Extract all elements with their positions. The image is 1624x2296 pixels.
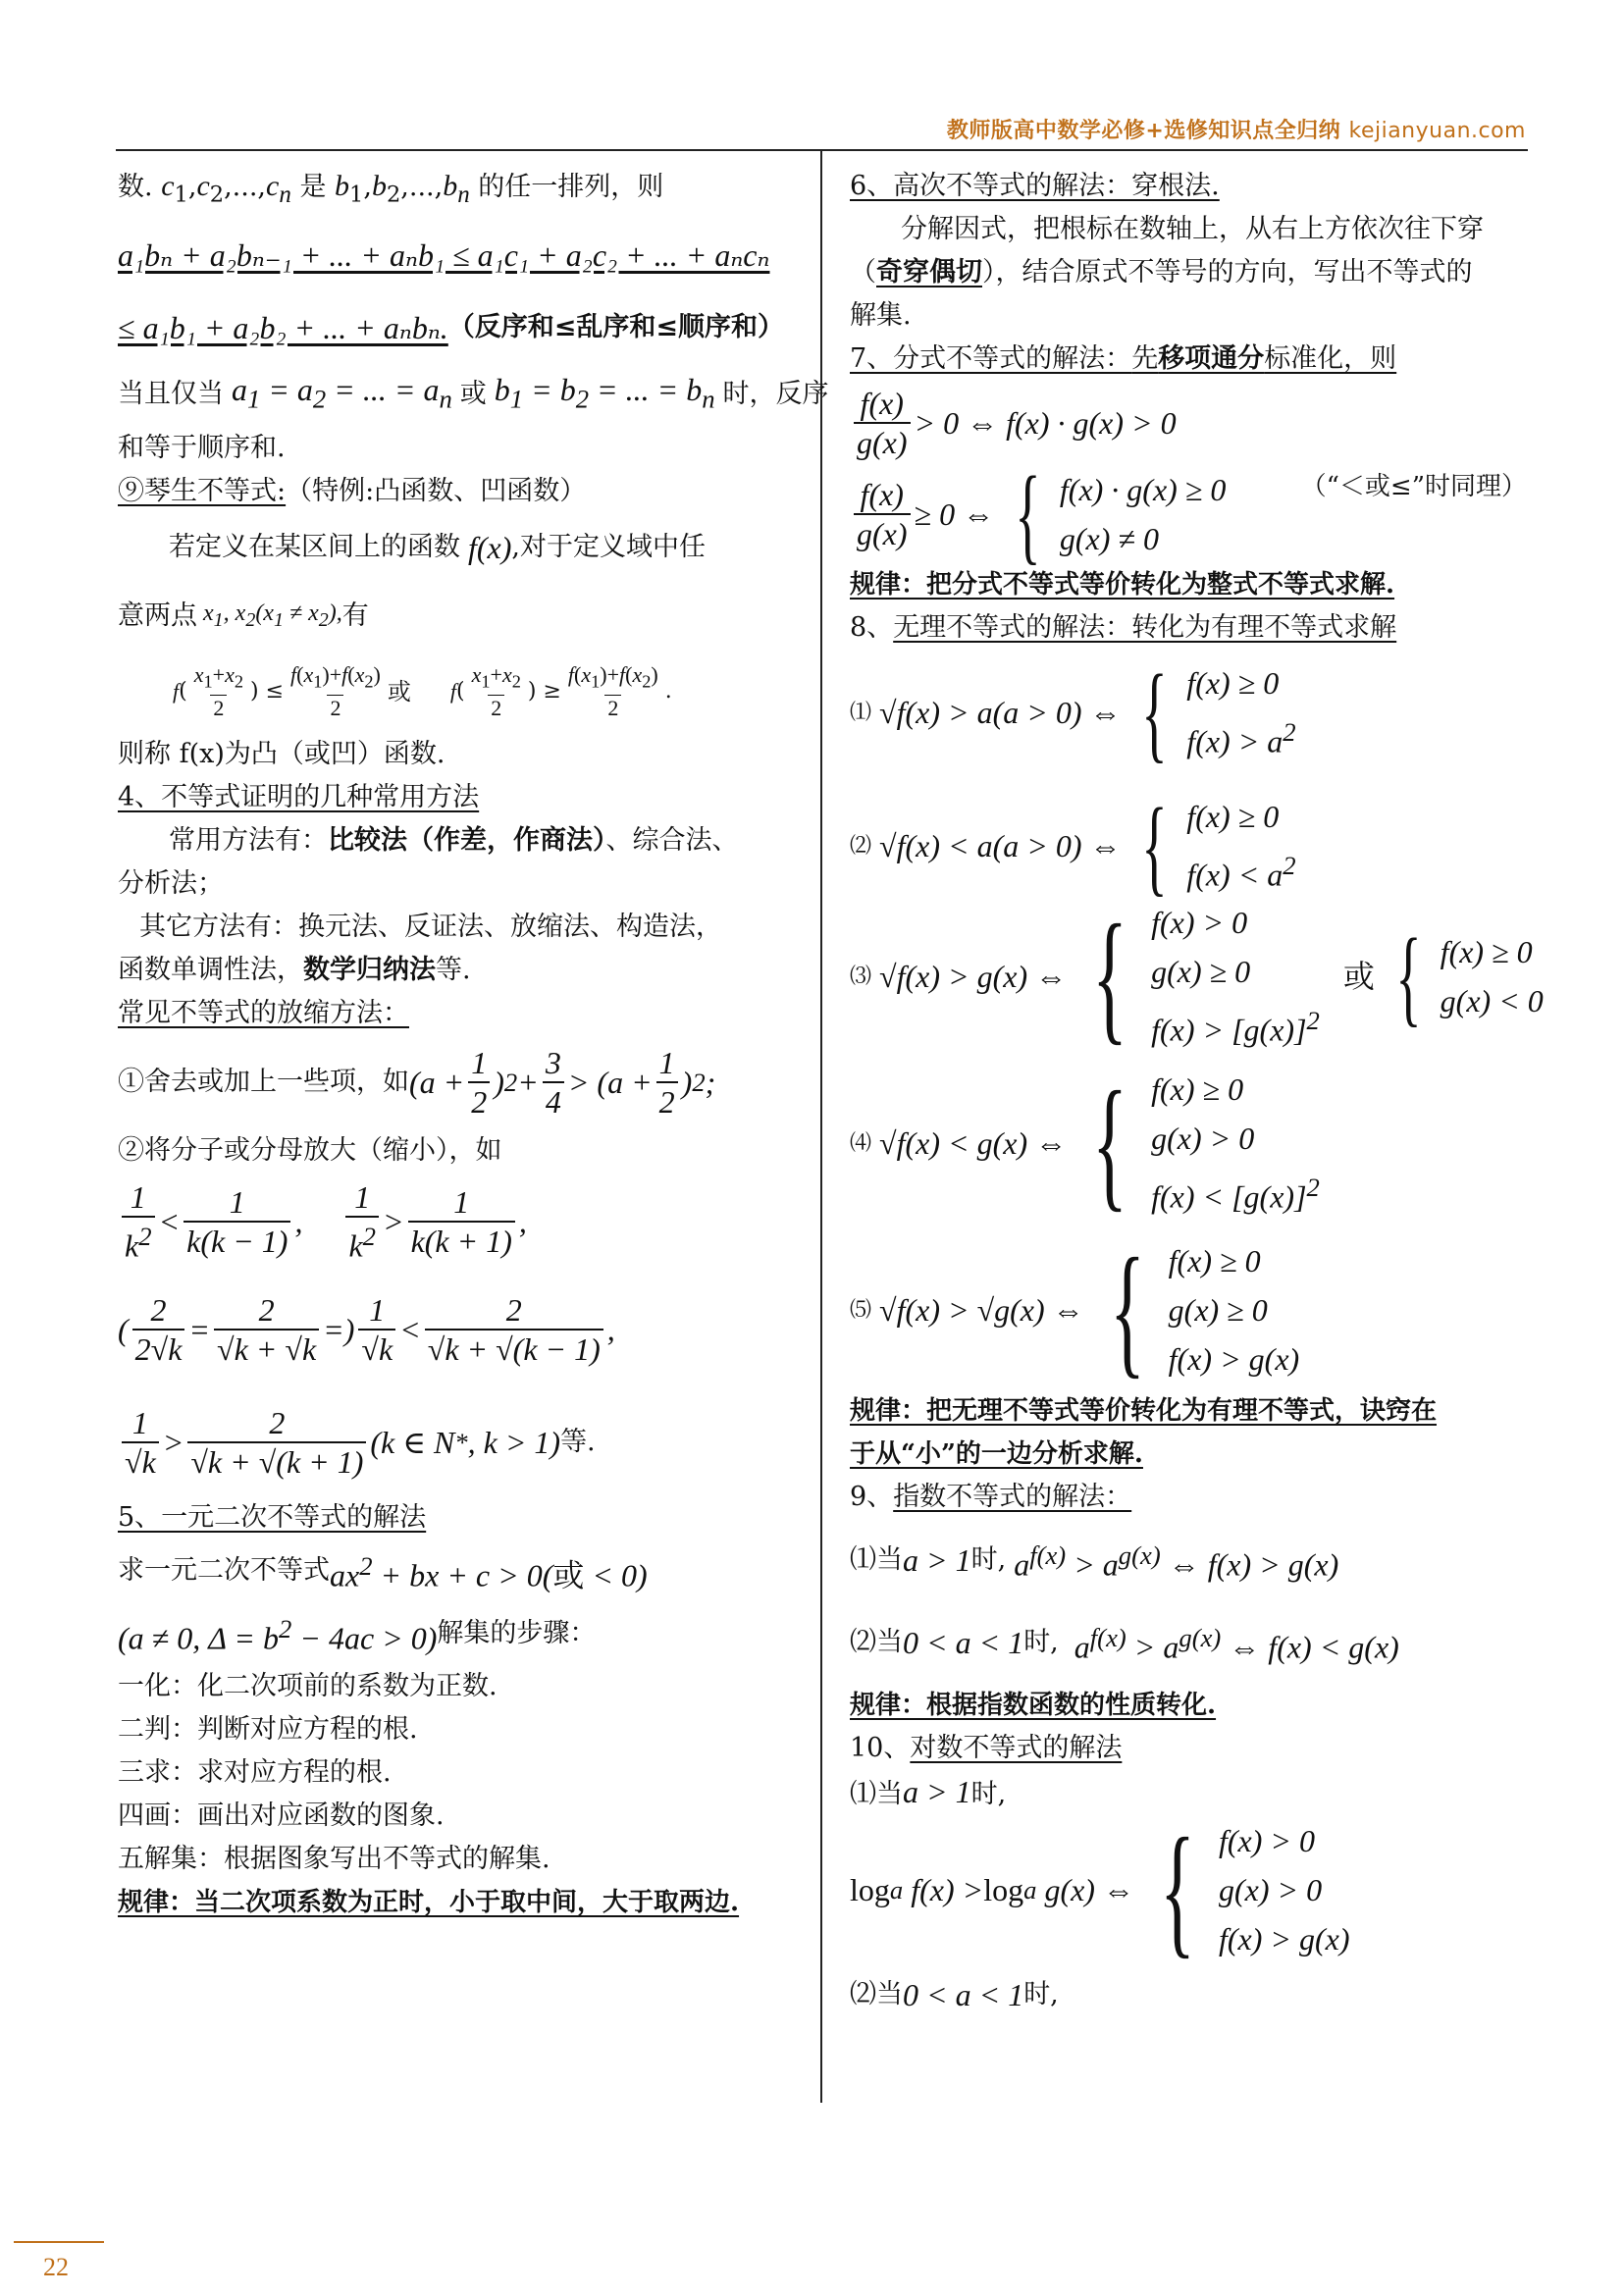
section-10-title: 10、对数不等式的解法 <box>850 1733 1123 1763</box>
page-number: 22 <box>43 2253 69 2281</box>
rearrangement-line-1 <box>118 217 795 293</box>
jensen-text-1: 若定义在某区间上的函数 f(x) , 对于定义域中任 <box>169 530 706 565</box>
section-6-text-2: （奇穿偶切），结合原式不等号的方向，写出不等式的 <box>850 257 1473 287</box>
jensen-text-2: 意两点 $x_1$, $x_2(x_1 \ne x_2)$, 有 <box>118 600 369 631</box>
irrational-case-4: ⑷ √f(x) < g(x) ⇔ { f(x) ≥ 0 g(x) > 0 $f(x) < [g(x)]^2$ <box>850 1062 1320 1225</box>
section-5-step-2: 二判：判断对应方程的根. <box>118 1714 418 1745</box>
section-5-title: 5、一元二次不等式的解法 <box>118 1502 427 1533</box>
fraction-ineq-nonstrict: $\frac{f(x)}{g(x)}$ ≥ 0 ⇔ { f(x) · g(x) ≥ 0 g(x) ≠ 0 （“＜或≤”时同理） <box>850 465 1527 563</box>
section-5-step-1: 一化：化二次项前的系数为正数. <box>118 1671 498 1701</box>
section-5-condition: (a ≠ 0, $\Delta = b^2 - 4ac > 0$) 解集的步骤： <box>118 1614 597 1656</box>
rearrangement-line-2 <box>118 293 795 362</box>
section-5-step-4: 四画：画出对应函数的图象. <box>118 1800 445 1831</box>
section-4-title: 4、不等式证明的几种常用方法 <box>118 782 480 812</box>
rearrangement-formula-2: ≤ a₁b₁ + a₂b₂ + ... + aₙbₙ. <box>118 310 448 345</box>
left-column <box>118 165 829 1924</box>
log-case-1-formula: log a f(x) > log a g(x) ⇔ { f(x) > 0 g(x) > 0 f(x) > g(x) <box>850 1808 1350 1971</box>
section-4-common: 常用方法有：比较法（作差，作商法）、综合法、 <box>169 825 739 856</box>
section-6-text-3: 解集. <box>850 300 912 331</box>
exponential-case-1: ⑴当 a > 1 时, $a^{f(x)} > a^{g(x)}$ ⇔ f(x) > g(x) <box>850 1540 1339 1583</box>
section-5-step-3: 三求：求对应方程的根. <box>118 1757 392 1788</box>
scaling-method-1: ①舍去或加上一些项，如 (a + $\frac{1}{2}$ ) 2 + $\frac{3}{4}$ > (a + $\frac{1}{2}$ ) 2 ; <box>118 1045 716 1120</box>
scaling-example-3: $\frac{1}{√k}$ > $\frac{2}{√k + √(k + 1)}$ (k ∈ N * , k > 1) 等. <box>118 1388 795 1496</box>
section-4-other: 其它方法有：换元法、反证法、放缩法、构造法， <box>139 912 722 942</box>
fraction-note: （“＜或≤”时同理） <box>1300 472 1527 501</box>
column-divider <box>820 150 822 2103</box>
equality-end: 和等于顺序和. <box>118 433 286 463</box>
rearrangement-note: （反序和≤乱序和≤顺序和） <box>447 312 785 342</box>
header-title: 教师版高中数学必修+选修知识点全归纳 kejianyuan.com <box>946 119 1526 143</box>
section-9-rule: 规律：根据指数函数的性质转化. <box>850 1691 1217 1720</box>
irrational-case-5: ⑸ √f(x) > √g(x) ⇔ { f(x) ≥ 0 g(x) ≥ 0 f(x) > g(x) <box>850 1228 1300 1391</box>
exponential-case-2: ⑵当 0 < a < 1 时, $a^{f(x)} > a^{g(x)}$ ⇔ f(x) < g(x) <box>850 1623 1399 1665</box>
irrational-case-2: ⑵ √f(x) < a(a > 0) ⇔ { f(x) ≥ 0 $f(x) < a^2$ <box>850 786 1296 906</box>
equality-condition: 当且仅当 $a_1 = a_2$ = ... = $a_n$ 或 $b_1 = b_2$ = ... = $b_n$ 时，反序 <box>118 372 829 414</box>
scaling-example-2: ( $\frac{2}{2√k}$ = $\frac{2}{√k + √k}$ =) $\frac{1}{√k}$ < $\frac{2}{√k + √(k - 1)}$ , <box>118 1292 615 1367</box>
section-8-rule-1: 规律：把无理不等式等价转化为有理不等式，诀窍在 <box>850 1396 1438 1426</box>
scaling-title: 常见不等式的放缩方法： <box>118 998 409 1028</box>
section-7-title: 7、分式不等式的解法：先移项通分标准化，则 <box>850 343 1397 374</box>
section-4-common-cont: 分析法； <box>118 868 224 899</box>
section-8-title: 8、无理不等式的解法：转化为有理不等式求解 <box>850 612 1397 643</box>
scaling-method-2: ②将分子或分母放大（缩小），如 <box>118 1135 502 1166</box>
section-5-step-5: 五解集：根据图象写出不等式的解集. <box>118 1844 550 1874</box>
irrational-case-1: ⑴ √f(x) > a(a > 0) ⇔ { f(x) ≥ 0 $f(x) > a^2$ <box>850 652 1296 772</box>
jensen-title: ⑨琴生不等式:（特例:凸函数、凹函数） <box>118 476 587 506</box>
section-7-rule: 规律：把分式不等式等价转化为整式不等式求解. <box>850 570 1395 600</box>
scaling-example-1: $\frac{1}{k^2}$ < $\frac{1}{k(k - 1)}$ , $\frac{1}{k^2}$ > $\frac{1}{k(k + 1)}$ , <box>118 1173 795 1271</box>
section-9-title: 9、指数不等式的解法： <box>850 1482 1132 1512</box>
perm-intro: 数. $c_1,c_2,...,c_n$ 是 $b_1,b_2,...,b_n$ 的任一排列，则 <box>118 170 664 208</box>
jensen-inequality: f ( $\frac{x_1+x_2}{2}$ ) ≤ $\frac{f(x_1)+f(x_2)}{2}$ 或 f ( $\frac{x_1+x_2}{2}$ ) ≥ $\frac{f(x_1)+f(x_2)}{2}$ . <box>173 662 672 720</box>
section-6-title: 6、高次不等式的解法：穿根法. <box>850 171 1220 201</box>
log-case-1: ⑴当a > 1时, <box>850 1774 1007 1809</box>
right-column <box>850 165 1544 2026</box>
section-5-rule: 规律：当二次项系数为正时，小于取中间，大于取两边. <box>118 1888 740 1917</box>
section-5-intro: 求一元二次不等式 $ax^2$ + bx + c > 0(或 < 0) <box>118 1551 648 1593</box>
fraction-ineq-strict: $\frac{f(x)}{g(x)}$ > 0 ⇔ f(x) · g(x) > 0 <box>850 381 1527 465</box>
log-case-2: ⑵当 0 < a < 1 时, <box>850 1977 1059 2012</box>
section-8-rule-2: 于从“小”的一边分析求解. <box>850 1439 1143 1469</box>
section-4-other-cont: 函数单调性法，数学归纳法等. <box>118 955 471 985</box>
irrational-case-3: ⑶ √f(x) > g(x) ⇔ { f(x) > 0 g(x) ≥ 0 $f(x) > [g(x)]^2$ 或 { f(x) ≥ 0 g(x) < 0 <box>850 895 1544 1058</box>
header-site: kejianyuan.com <box>1348 119 1526 143</box>
jensen-conclusion: 则称 f(x)为凸（或凹）函数. <box>118 739 445 769</box>
page-number-rule <box>14 2241 104 2243</box>
rearrangement-formula-1: a₁bₙ + a₂bₙ₋₁ + ... + aₙb₁ ≤ a₁c₁ + a₂c₂ + ... + aₙcₙ <box>118 237 770 273</box>
section-6-text-1: 分解因式，把根标在数轴上，从右上方依次往下穿 <box>901 214 1484 244</box>
